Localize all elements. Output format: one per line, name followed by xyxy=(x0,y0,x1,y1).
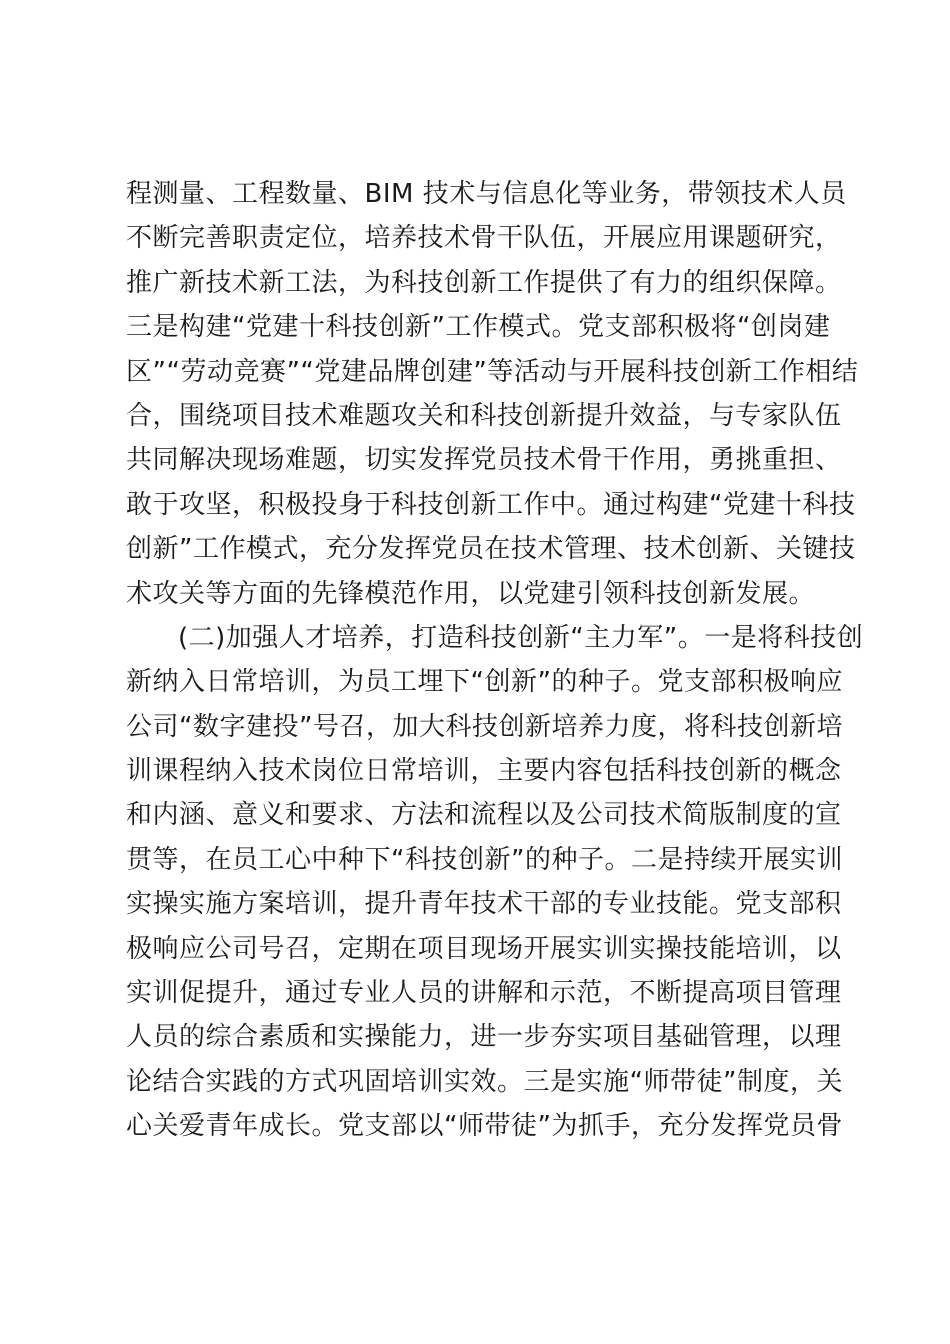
text-line: 公司“数字建投”号召，加大科技创新培养力度，将科技创新培 xyxy=(126,711,843,742)
text-line: 三是构建“党建十科技创新”工作模式。党支部积极将“创岗建 xyxy=(126,312,831,343)
text-line: 不断完善职责定位，培养技术骨干队伍，开展应用课题研究， xyxy=(126,223,842,254)
text-line: 敢于攻坚，积极投身于科技创新工作中。通过构建“党建十科技 xyxy=(126,489,856,520)
text-line: 心关爱青年成长。党支部以“师带徒”为抓手，充分发挥党员骨 xyxy=(126,1111,843,1142)
text-line: 实操实施方案培训，提升青年技术干部的专业技能。党支部积 xyxy=(126,889,842,920)
text-line: 新纳入日常培训，为员工埋下“创新”的种子。党支部积极响应 xyxy=(126,667,843,698)
text-line: 贯等，在员工心中种下“科技创新”的种子。二是持续开展实训 xyxy=(126,844,843,875)
text-line: 极响应公司号召，定期在项目现场开展实训实操技能培训，以 xyxy=(126,933,842,964)
text-line: 和内涵、意义和要求、方法和流程以及公司技术简版制度的宣 xyxy=(126,800,842,831)
text-line: 创新”工作模式，充分发挥党员在技术管理、技术创新、关键技 xyxy=(126,534,856,565)
text-line: 实训促提升，通过专业人员的讲解和示范，不断提高项目管理 xyxy=(126,978,842,1009)
text-line: 推广新技术新工法，为科技创新工作提供了有力的组织保障。 xyxy=(126,267,842,298)
text-line: 共同解决现场难题，切实发挥党员技术骨干作用，勇挑重担、 xyxy=(126,445,842,476)
text-line: 论结合实践的方式巩固培训实效。三是实施“师带徒”制度，关 xyxy=(126,1066,843,1097)
text-line: 程测量、工程数量、BIM 技术与信息化等业务，带领技术人员 xyxy=(126,179,847,209)
text-line: 人员的综合素质和实操能力，进一步夯实项目基础管理，以理 xyxy=(126,1022,842,1053)
text-line: 合，围绕项目技术难题攻关和科技创新提升效益，与专家队伍 xyxy=(126,400,842,431)
text-line: 训课程纳入技术岗位日常培训，主要内容包括科技创新的概念 xyxy=(126,756,842,787)
text-line: 术攻关等方面的先锋模范作用，以党建引领科技创新发展。 xyxy=(126,578,816,609)
body-text xyxy=(126,172,864,1149)
paragraph-start-line: (二)加强人才培养，打造科技创新“主力军”。一是将科技创 xyxy=(178,622,864,653)
text-line: 区”“劳动竞赛”“党建品牌创建”等活动与开展科技创新工作相结 xyxy=(126,356,859,387)
